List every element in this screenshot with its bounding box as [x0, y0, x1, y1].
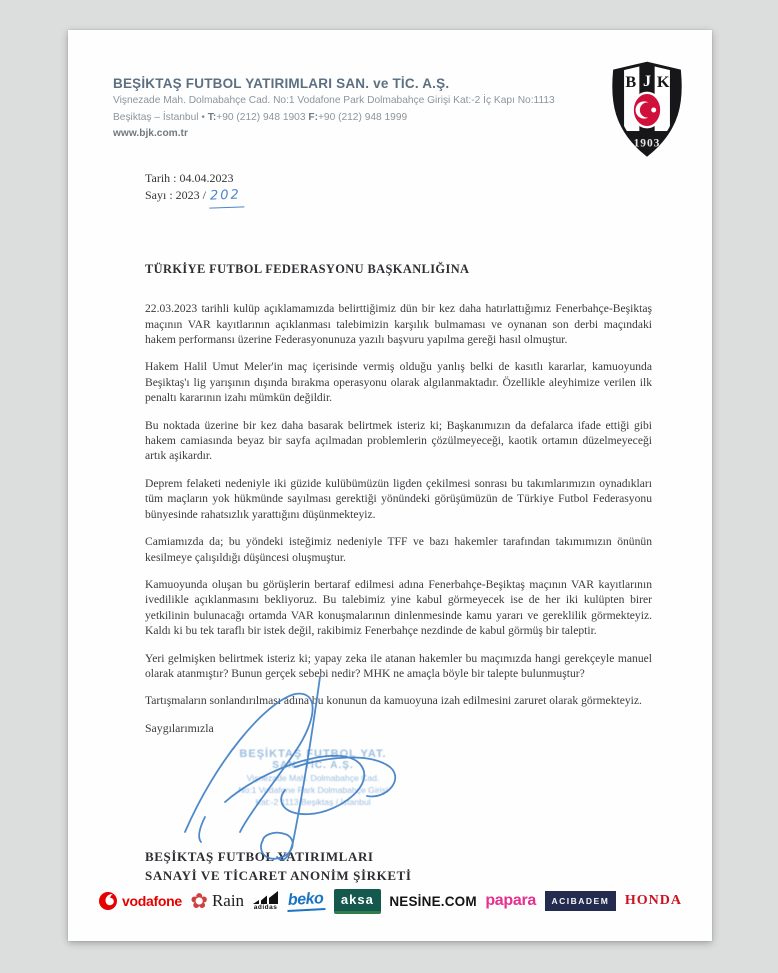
crest-year: 1903: [633, 137, 661, 150]
paragraph-8: Tartışmaların sonlandırılması adına bu konunun da kamuoyuna izah edilmesini zaruret olarak görmekteyiz.: [145, 694, 642, 708]
crest-letter-j: J: [642, 72, 652, 91]
crest-letter-b: B: [625, 73, 637, 92]
letter-content: [145, 170, 652, 885]
sponsor-logo-bar: [98, 885, 682, 917]
date-value: 04.04.2023: [179, 171, 234, 185]
aksa-wordmark: aksa: [334, 889, 381, 914]
letterhead-company-name: BEŞİKTAŞ FUTBOL YATIRIMLARI SAN. ve TİC. A.Ş.: [113, 76, 450, 91]
date-label: Tarih :: [145, 171, 180, 185]
signature-zone: [145, 740, 652, 848]
sponsor-acibadem: [545, 891, 617, 911]
handwritten-number: 202: [209, 187, 245, 209]
signature-company-block: [145, 848, 652, 886]
adidas-icon: [253, 891, 279, 905]
vodafone-icon: [98, 891, 118, 911]
letterhead-website: www.bjk.com.tr: [113, 127, 188, 139]
letter-page: [68, 30, 712, 941]
honda-wordmark: HONDA: [624, 893, 682, 908]
stamp-line-2: SAN. TİC. A.Ş.: [272, 759, 354, 771]
date-line: [145, 170, 652, 187]
sponsor-papara: [485, 892, 536, 910]
rain-wordmark: Rain: [211, 891, 245, 910]
paragraph-2: Hakem Halil Umut Meler'in maç içerisinde vermiş olduğu yanlış belki de kasıtlı kararlar, kamuoyunda Beşiktaş'ı lig yarışının dışında bırakma operasyonu olarak algılanmaktadır. Özellikle aleyhimize verilen ilk penaltı kararının izahı mümkün değildir.: [145, 360, 652, 405]
acibadem-wordmark: ACIBADEM: [545, 891, 617, 911]
sponsor-honda: [625, 893, 682, 909]
bjk-crest-logo: [604, 60, 690, 160]
paragraph-4: Deprem felaketi nedeniyle iki güzide kulübümüzün ligden çekilmesi sonrası bu takımlarımızın oynadıkları tüm maçların yok hükmünde sayılması gerektiği yönündeki görüşümüzün de Türkiye Futbol Federasyonu bünyesinde rahatsızlık yarattığını düşünmekteyiz.: [145, 476, 652, 521]
letter-meta: [145, 170, 652, 208]
stamp-line-4: No:1 Vodafone Park Dolmabahçe Girişi: [238, 784, 388, 795]
fax-label: F:: [308, 112, 318, 124]
sponsor-aksa: [334, 889, 381, 914]
closing-salutation: Saygılarımızla: [145, 720, 214, 735]
paragraph-1: 22.03.2023 tarihli kulüp açıklamamızda belirttiğimiz dün bir kez daha hatırlattığımız Fenerbahçe-Beşiktaş maçının VAR kayıtlarının açıklanması talebimizin karşılık bulmaması ve oynanan son derbi maçındaki hakem performansı üzerine Federasyonunuza yazılı başvuru yapılma gereği hasıl olmuştur.: [145, 302, 652, 347]
bjk-crest-icon: [604, 60, 690, 160]
letter-paragraphs: [145, 301, 652, 709]
sponsor-rain: [190, 891, 244, 912]
number-line: [145, 187, 652, 208]
phone-label: T:: [207, 112, 217, 124]
rain-flower-icon: ✿: [190, 889, 208, 913]
stamp-line-3: Vişnezade Mah. Dolmabahçe Cad.: [246, 772, 380, 783]
nesine-wordmark: NESİNE.COM: [389, 893, 477, 909]
sponsor-adidas: [253, 891, 279, 911]
sponsor-nesine: [389, 894, 477, 909]
paragraph-3: Bu noktada üzerine bir kez daha basarak belirtmek isteriz ki; Başkanımızın da defalarca ifade ettiği gibi hakem camiasında beyaz bir sayfa açılmadan problemlerin çözülmeyeceği, kaotik ortamın düzelmeyeceği artık aşikardır.: [145, 418, 652, 463]
beko-wordmark: beko: [287, 890, 326, 912]
paragraph-6: Kamuoyunda oluşan bu görüşlerin bertaraf edilmesi adına Fenerbahçe-Beşiktaş maçının VAR kayıtlarının ivedilikle açıklanmasını bekliyoruz. Bu talebimiz yine kabul görmeyecek ise de her iki kulüpten birer yetkilinin bulunacağı ortamda VAR konuşmalarının dinlenmesinde kamu yararı ve gereklilik görmekteyiz. Kaldı ki bu tek taraflı bir istek değil, rakibimiz Fenerbahçe nezdinde de kabul görmüş bir taleptir.: [145, 577, 652, 638]
paragraph-7: Yeri gelmişken belirtmek isteriz ki; yapay zeka ile atanan hakemler bu maçımızda hangi gerekçeyle manuel olarak atanmıştır? Bunun gerçek sebebi nedir? MHK ne amaçla böyle bir talepte bulunmuştur?: [145, 651, 652, 680]
number-value: 2023 /: [175, 188, 210, 203]
signature-company-line2: SANAYİ VE TİCARET ANONİM ŞİRKETİ: [145, 867, 412, 883]
sponsor-beko: [287, 891, 325, 911]
phone-value: +90 (212) 948 1903: [216, 112, 306, 124]
recipient-title: TÜRKİYE FUTBOL FEDERASYONU BAŞKANLIĞINA: [145, 262, 470, 277]
vodafone-wordmark: vodafone: [122, 893, 182, 909]
company-stamp: [163, 748, 463, 807]
stamp-line-5: Kat:-2 1113 Beşiktaş / İstanbul: [255, 796, 371, 807]
fax-value: +90 (212) 948 1999: [317, 112, 408, 124]
letterhead-address-line1: Vişnezade Mah. Dolmabahçe Cad. No:1 Vodafone Park Dolmabahçe Girişi Kat:-2 İç Kapı No:1113: [113, 95, 555, 106]
sponsor-vodafone: [98, 891, 182, 911]
paragraph-5: Camiamızda da; bu yöndeki isteğimiz nedeniyle TFF ve bazı hakemler tarafından takımımızın önünün kesilmeye çalışıldığı düşüncesi oluşmuştur.: [145, 535, 652, 564]
stamp-line-1: BEŞİKTAŞ FUTBOL YAT.: [239, 747, 387, 760]
number-label: Sayı :: [145, 188, 176, 203]
letterhead-city: Beşiktaş – İstanbul: [113, 112, 199, 124]
adidas-wordmark: adidas: [253, 904, 278, 911]
papara-wordmark: papara: [485, 892, 536, 909]
separator-dot: •: [201, 112, 205, 124]
crest-letter-k: K: [656, 73, 670, 92]
signature-company-line1: BEŞİKTAŞ FUTBOL YATIRIMLARI: [145, 848, 374, 864]
